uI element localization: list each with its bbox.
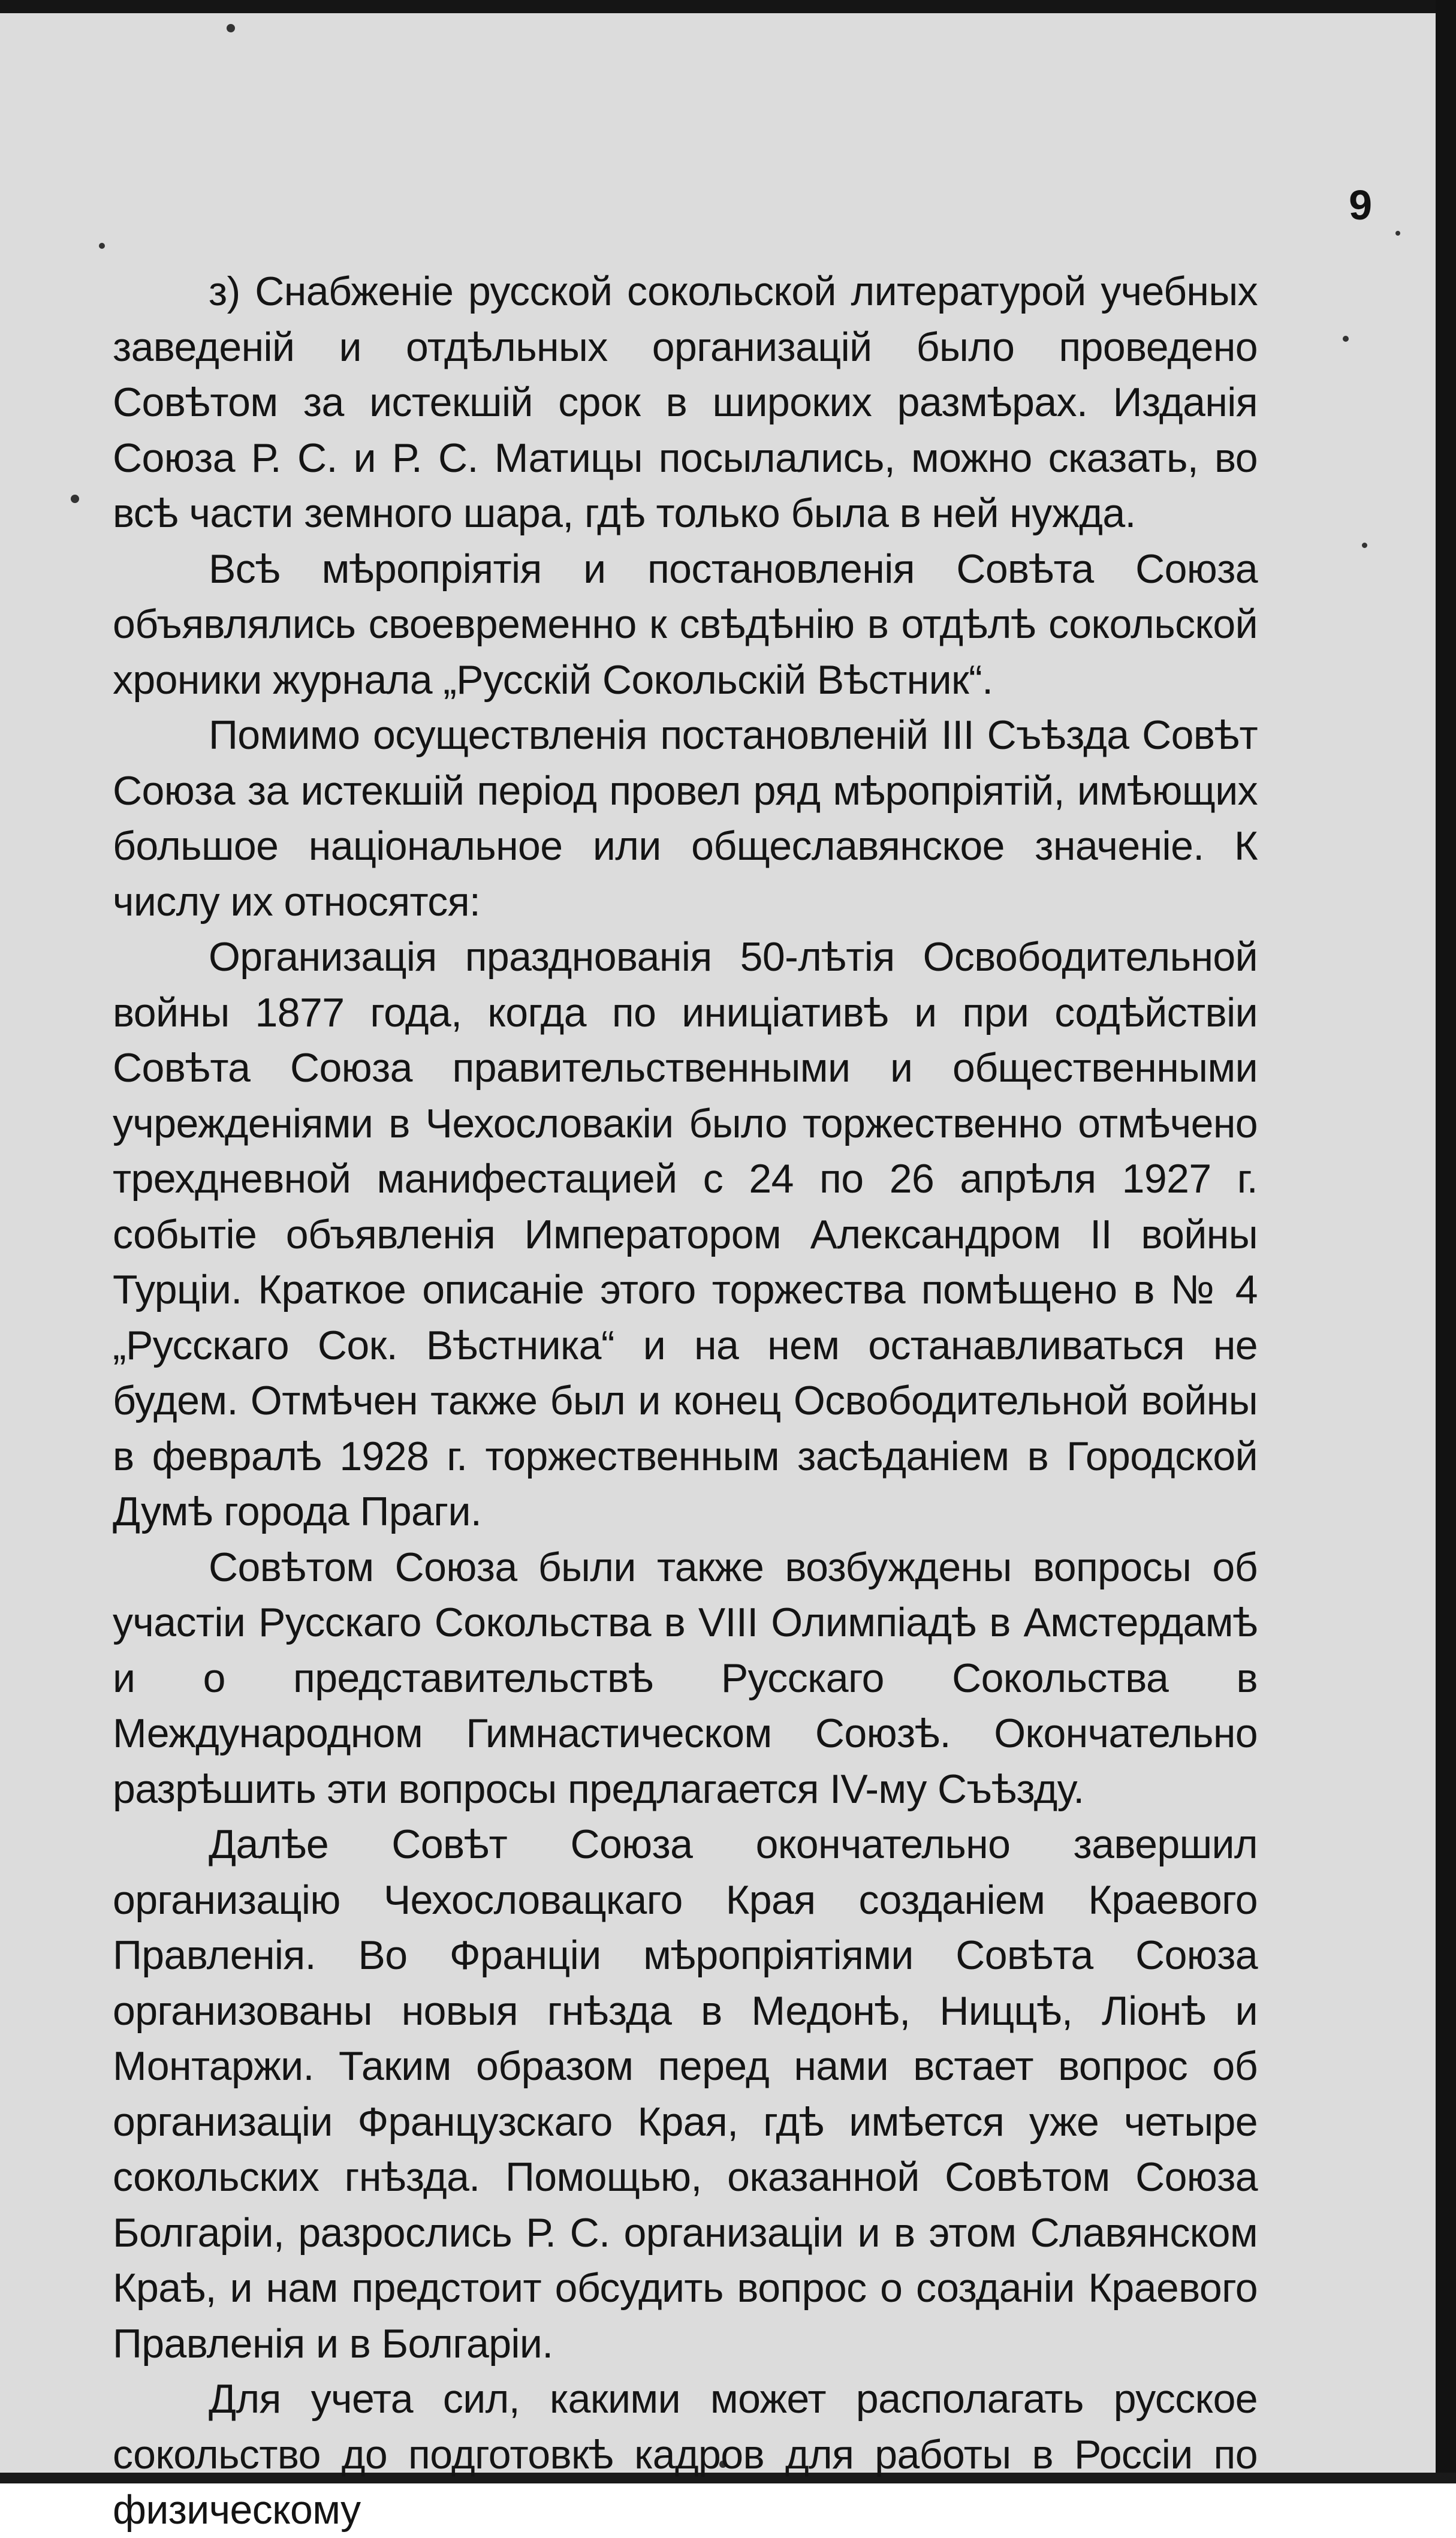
scan-border-right bbox=[1436, 0, 1456, 2483]
scan-speck bbox=[227, 24, 235, 32]
scan-speck bbox=[1362, 543, 1367, 548]
scan-speck bbox=[1343, 336, 1349, 342]
scan-speck bbox=[1395, 231, 1400, 236]
paragraph: Далѣе Совѣт Союза окончательно завершил организацію Чехословацкаго Края созданіем Краевого Правленія. Во Франціи мѣропріятіями Совѣта Союза организованы новыя гнѣзда в Медонѣ, Ниццѣ, Ліонѣ и Монтаржи. Таким образом перед нами встает вопрос об организаціи Французскаго Края, гдѣ имѣется уже четыре сокольских гнѣзда. Помощью, оказанной Совѣтом Союза Болгаріи, разрослись Р. С. организаціи и в этом Славянском Краѣ, и нам предстоит обсудить вопрос о созданіи Краевого Правленія и в Болгаріи. bbox=[113, 1822, 1258, 2367]
paragraph: Совѣтом Союза были также возбуждены вопросы об участіи Русскаго Сокольства в VIII Олимпіадѣ в Амстердамѣ и о представительствѣ Русскаго Сокольства в Международном Гимнастическом Союзѣ. Окончательно разрѣшить эти вопросы предлагается IV-му Съѣзду. bbox=[113, 1544, 1258, 1812]
paragraph: Для учета сил, какими может располагать русское сокольство до подготовкѣ кадров для работы в Россіи по физическому bbox=[113, 2376, 1258, 2533]
scan-border-top bbox=[0, 0, 1456, 13]
paragraph: Всѣ мѣропріятія и постановленія Совѣта Союза объявлялись своевременно к свѣдѣнію в отдѣлѣ сокольской хроники журнала „Русскій Сокольскій Вѣстник“. bbox=[113, 546, 1258, 703]
scan-speck bbox=[99, 243, 105, 249]
page-number: 9 bbox=[1349, 182, 1372, 228]
scan-speck bbox=[71, 495, 79, 503]
paragraph: Организація празднованія 50-лѣтія Освободительной войны 1877 года, когда по иниціативѣ и при содѣйствіи Совѣта Союза правительственными и общественными учрежденіями в Чехословакіи было торжественно отмѣчено трехдневной манифестацией с 24 по 26 апрѣля 1927 г. событіе объявленія Императором Александром II войны Турціи. Краткое описаніе этого торжества помѣщено в № 4 „Русскаго Сок. Вѣстника“ и на нем останавливаться не будем. Отмѣчен также был и конец Освободительной войны в февралѣ 1928 г. торжественным засѣданіем в Городской Думѣ города Праги. bbox=[113, 934, 1258, 1534]
paragraph: з) Снабженіе русской сокольской литературой учебных заведеній и отдѣльных организацій было проведено Совѣтом за истекшій срок в широких размѣрах. Изданія Союза Р. С. и Р. С. Матицы посылались, можно сказать, во всѣ части земного шара, гдѣ только была в ней нужда. bbox=[113, 269, 1258, 536]
body-text bbox=[113, 264, 1258, 2538]
paragraph: Помимо осуществленія постановленій III Съѣзда Совѣт Союза за истекшій період провел ряд мѣропріятій, имѣющих большое національное или общеславянское значеніе. К числу их относятся: bbox=[113, 712, 1258, 925]
